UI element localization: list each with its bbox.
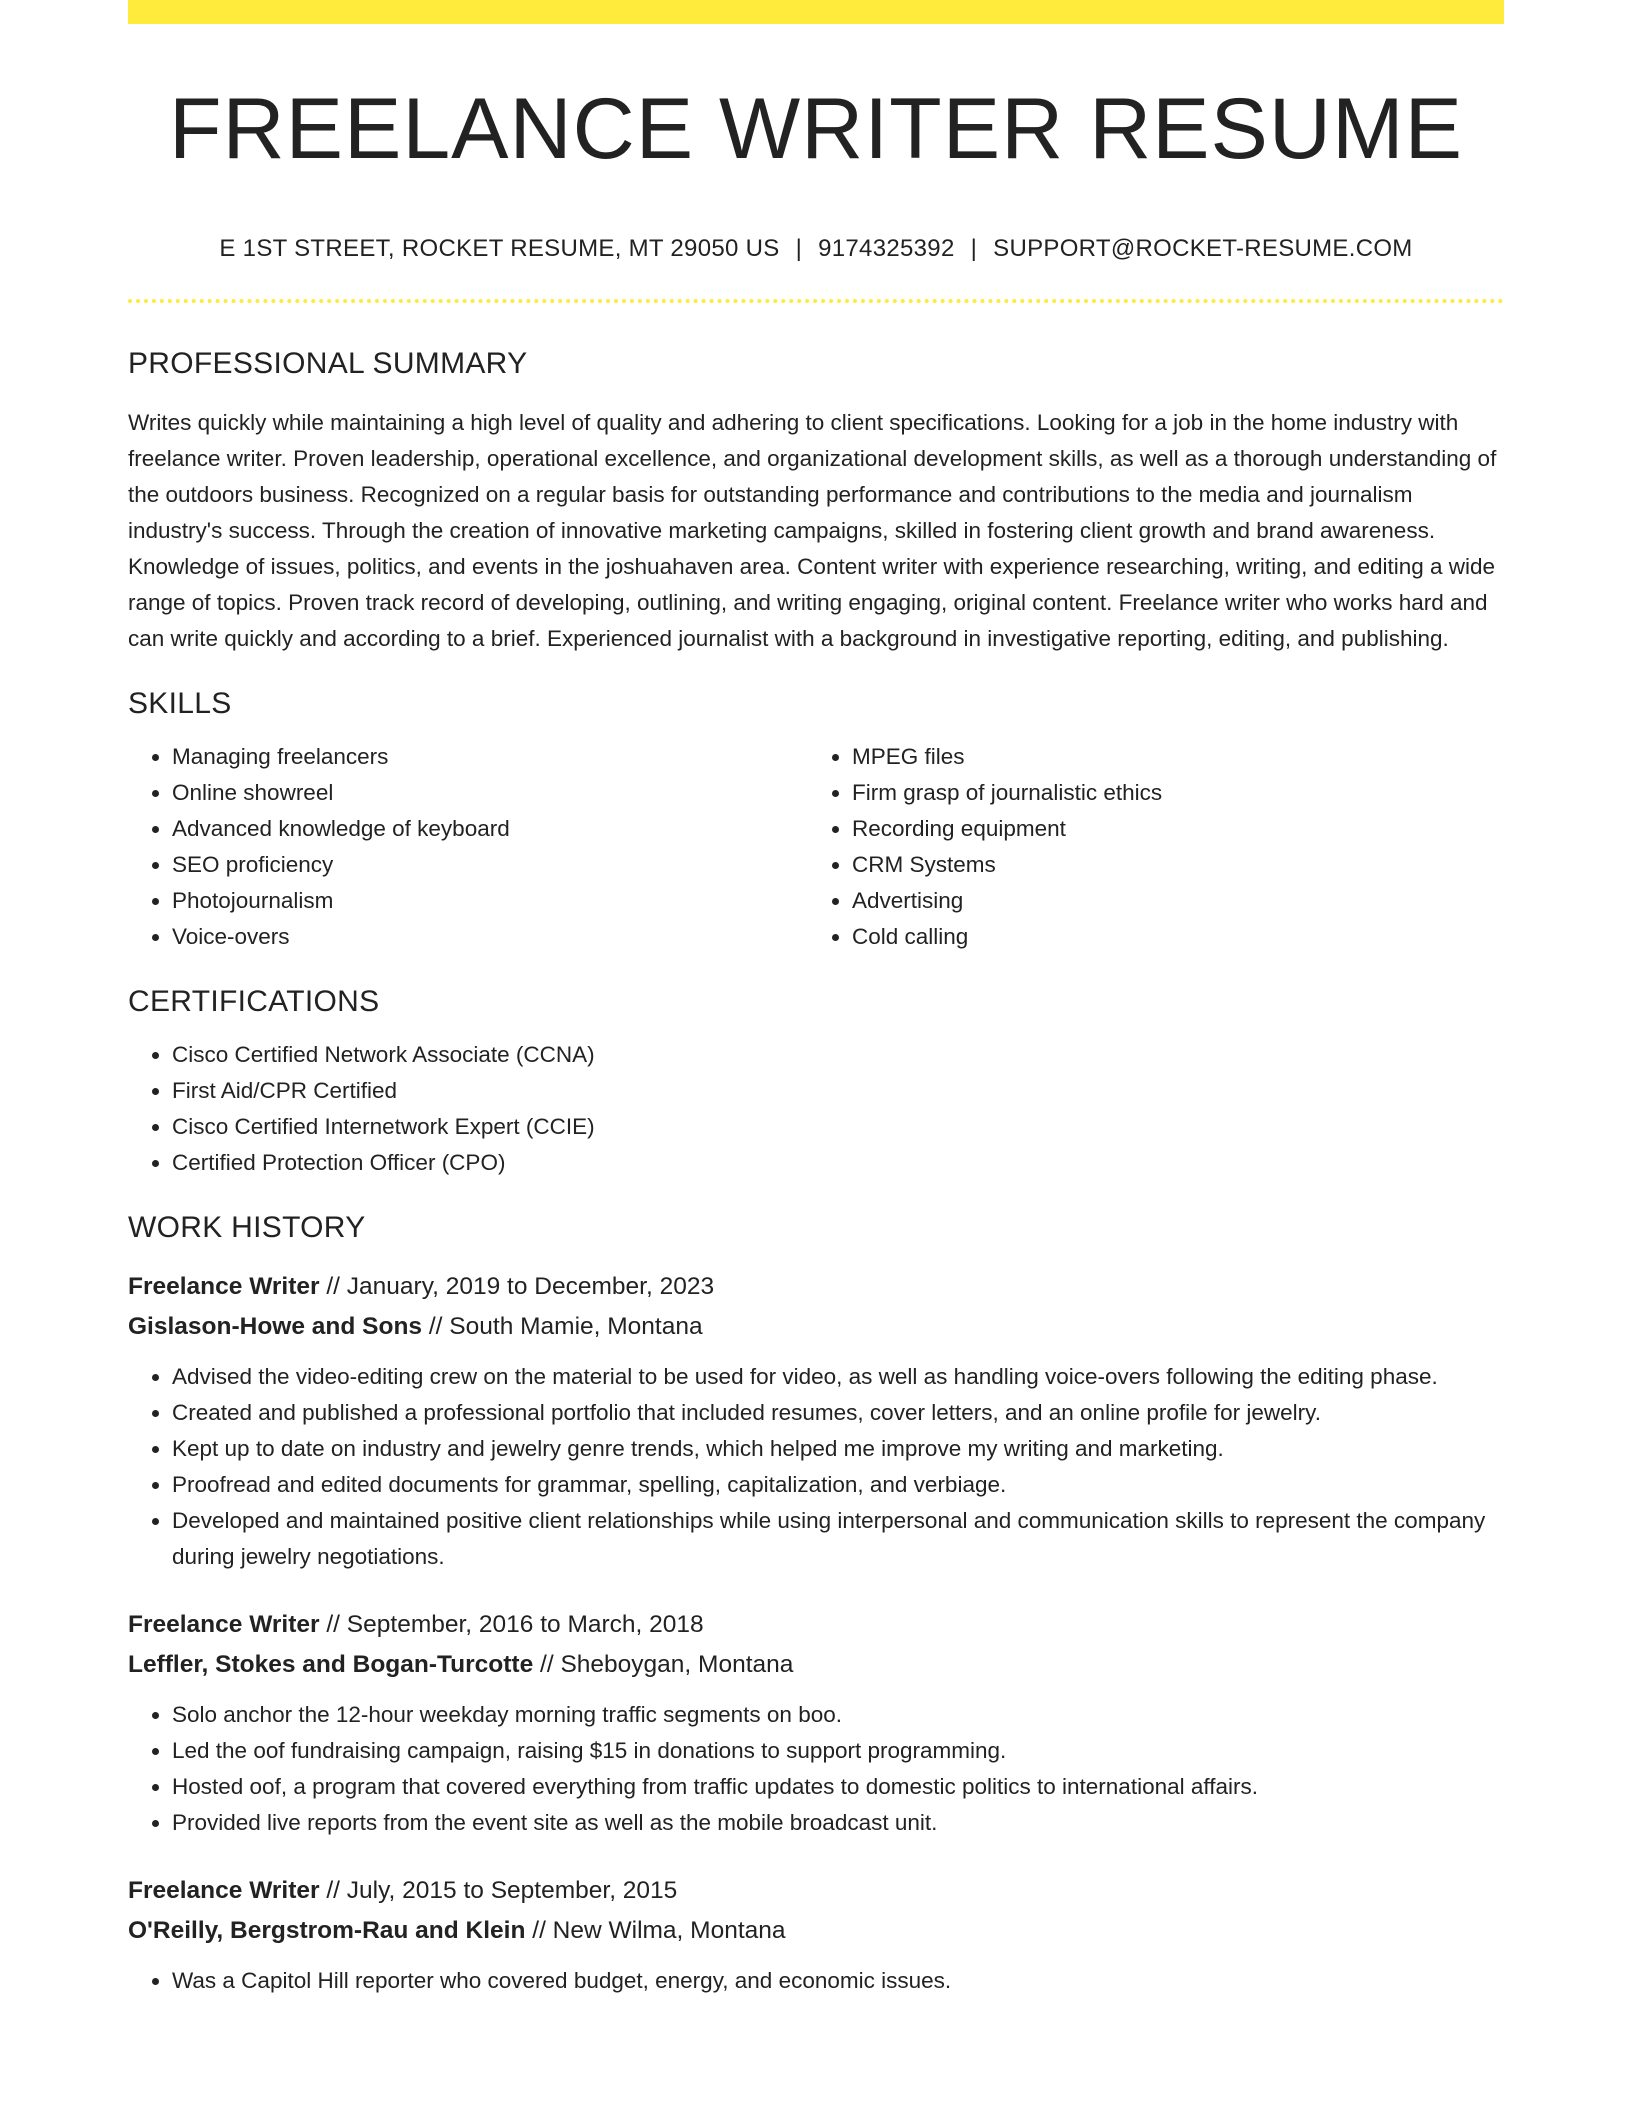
job-location: // South Mamie, Montana [422, 1312, 703, 1340]
job-company-line [128, 1645, 1504, 1685]
certification-item: • Certified Protection Officer (CPO) [172, 1145, 1504, 1181]
summary-text: Writes quickly while maintaining a high level of quality and adhering to client specifications. Looking for a job in the home industry with freelance writer. Proven leadership, operational excellence, and organizational development skills, as well as a thorough understanding of the outdoors business. Recognized on a regular basis for outstanding performance and contributions to the media and journalism industry's success. Through the creation of innovative marketing campaigns, skilled in fostering client growth and brand awareness. Knowledge of issues, politics, and events in the joshuahaven area. Content writer with experience researching, writing, and editing a wide range of topics. Proven track record of developing, outlining, and writing engaging, original content. Freelance writer who works hard and can write quickly and according to a brief. Experienced journalist with a background in investigative reporting, editing, and publishing. [128, 409, 1497, 651]
skills-heading: SKILLS [128, 686, 232, 720]
skill-item: • CRM Systems [852, 847, 1504, 883]
job-dates: // September, 2016 to March, 2018 [319, 1610, 704, 1638]
job-bullet: • Solo anchor the 12-hour weekday morning traffic segments on boo. [172, 1697, 1504, 1733]
address: E 1ST STREET, ROCKET RESUME, MT 29050 US [219, 234, 780, 262]
contact-line [128, 235, 1504, 263]
job-bullet: • Led the oof fundraising campaign, raising $15 in donations to support programming. [172, 1733, 1504, 1769]
skill-item: • Online showreel [172, 775, 816, 811]
certification-item: • First Aid/CPR Certified [172, 1073, 1504, 1109]
job-bullets [128, 1359, 1504, 1575]
job-title: Freelance Writer [128, 1610, 320, 1638]
skill-item: • Recording equipment [852, 811, 1504, 847]
work-history-heading: WORK HISTORY [128, 1210, 366, 1244]
certifications-list [128, 1037, 1504, 1181]
job-company-line [128, 1307, 1504, 1347]
skill-item: • Cold calling [852, 919, 1504, 955]
dotted-divider [128, 299, 1504, 303]
job-entry [128, 1871, 1504, 1999]
job-company: Gislason-Howe and Sons [128, 1312, 423, 1340]
summary-heading: PROFESSIONAL SUMMARY [128, 346, 528, 380]
certifications-heading: CERTIFICATIONS [128, 984, 380, 1018]
job-title: Freelance Writer [128, 1272, 320, 1300]
job-bullets [128, 1697, 1504, 1841]
email: SUPPORT@ROCKET-RESUME.COM [993, 234, 1413, 262]
job-location: // New Wilma, Montana [525, 1916, 786, 1944]
job-bullet: • Was a Capitol Hill reporter who covered budget, energy, and economic issues. [172, 1963, 1504, 1999]
accent-bar [128, 0, 1504, 24]
job-location: // Sheboygan, Montana [533, 1650, 794, 1678]
certification-item: • Cisco Certified Internetwork Expert (CCIE) [172, 1109, 1504, 1145]
job-dates: // January, 2019 to December, 2023 [319, 1272, 715, 1300]
job-entry [128, 1267, 1504, 1575]
phone: 9174325392 [818, 234, 955, 262]
job-bullet: • Kept up to date on industry and jewelry genre trends, which helped me improve my writing and marketing. [172, 1431, 1504, 1467]
job-bullet: • Created and published a professional portfolio that included resumes, cover letters, and an online profile for jewelry. [172, 1395, 1504, 1431]
skill-item: • Advertising [852, 883, 1504, 919]
skill-item: • Managing freelancers [172, 739, 816, 775]
skill-item: • MPEG files [852, 739, 1504, 775]
contact-separator: | [970, 234, 978, 262]
job-title-line [128, 1267, 1504, 1307]
page-title: FREELANCE WRITER RESUME [168, 81, 1464, 177]
job-bullet: • Hosted oof, a program that covered everything from traffic updates to domestic politics to international affairs. [172, 1769, 1504, 1805]
job-company: O'Reilly, Bergstrom-Rau and Klein [128, 1916, 526, 1944]
job-bullet: • Provided live reports from the event site as well as the mobile broadcast unit. [172, 1805, 1504, 1841]
job-bullet: • Advised the video-editing crew on the material to be used for video, as well as handling voice-overs following the editing phase. [172, 1359, 1504, 1395]
contact-separator: | [795, 234, 803, 262]
skill-item: • SEO proficiency [172, 847, 816, 883]
skill-item: • Firm grasp of journalistic ethics [852, 775, 1504, 811]
resume-page [128, 0, 1504, 1999]
skill-item: • Advanced knowledge of keyboard [172, 811, 816, 847]
skill-item: • Voice-overs [172, 919, 816, 955]
job-title-line [128, 1605, 1504, 1645]
skills-column-right [816, 739, 1504, 955]
skills-column-left [128, 739, 816, 955]
job-bullet: • Developed and maintained positive client relationships while using interpersonal and communication skills to represent the company during jewelry negotiations. [172, 1503, 1504, 1575]
job-entry [128, 1605, 1504, 1841]
skills-list [128, 721, 1504, 955]
skill-item: • Photojournalism [172, 883, 816, 919]
job-title: Freelance Writer [128, 1876, 320, 1904]
job-bullets [128, 1963, 1504, 1999]
job-company-line [128, 1911, 1504, 1951]
job-bullet: • Proofread and edited documents for grammar, spelling, capitalization, and verbiage. [172, 1467, 1504, 1503]
certification-item: • Cisco Certified Network Associate (CCNA) [172, 1037, 1504, 1073]
job-dates: // July, 2015 to September, 2015 [319, 1876, 678, 1904]
job-title-line [128, 1871, 1504, 1911]
job-company: Leffler, Stokes and Bogan-Turcotte [128, 1650, 534, 1678]
